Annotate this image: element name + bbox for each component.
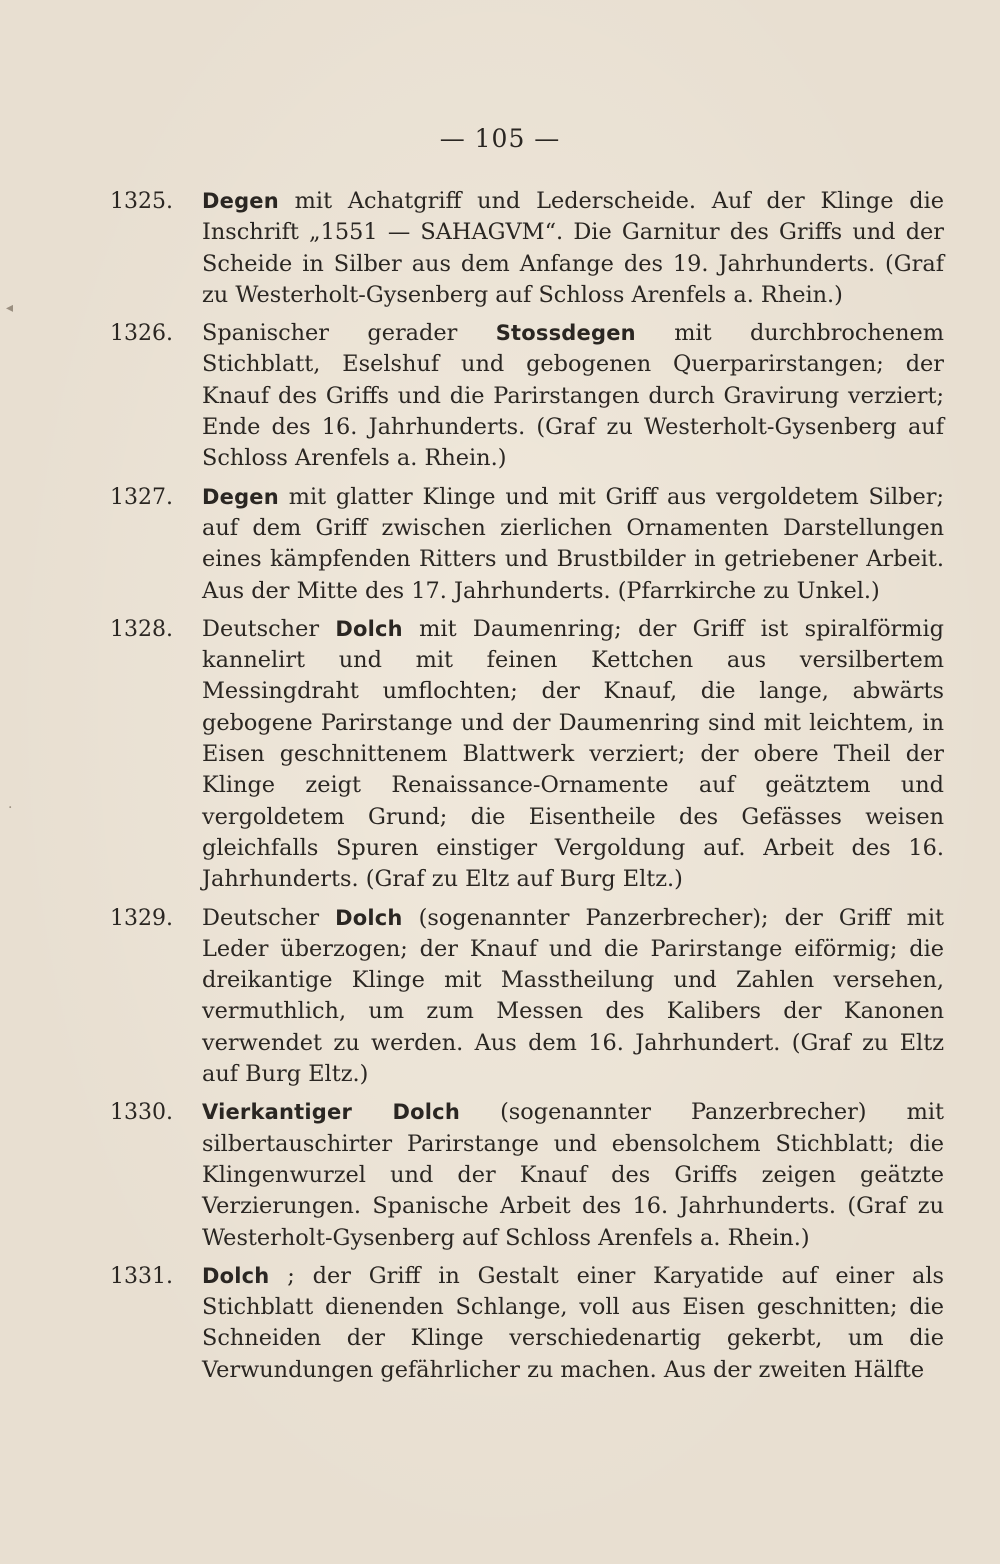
entry-number: 1331. [110, 1263, 173, 1289]
entry-text-before: Spanischer gerader [202, 320, 496, 347]
entry-heading: Degen [202, 484, 279, 509]
catalogue-entry [110, 903, 944, 1091]
entry-text-before: Deutscher [202, 904, 336, 931]
entry-number: 1328. [110, 616, 173, 642]
entry-heading: Vierkantiger Dolch [202, 1100, 460, 1125]
entry-text: mit durchbrochenem Stichblatt, Eselshuf und gebogenen Querparirstangen; der Knauf des Griffs und die Parirstangen durch Gravirung verziert; Ende des 16. Jahrhunderts. (Graf zu Westerholt-Gysenberg auf Schloss Arenfels a. Rhein.) [202, 320, 945, 472]
entry-text: (sogenannter Panzerbrecher); der Griff mit Leder überzogen; der Knauf und die Parirstange eiförmig; die dreikantige Klinge mit Masstheilung und Zahlen versehen, vermuthlich, um zum Messen des Kalibers der Kanonen verwendet zu werden. Aus dem 16. Jahrhundert. (Graf zu Eltz auf Burg Eltz.) [202, 904, 944, 1088]
entry-number: 1327. [110, 484, 173, 510]
entry-heading: Dolch [335, 616, 403, 641]
entry-number: 1325. [110, 189, 173, 214]
entry-heading: Degen [202, 189, 279, 213]
margin-mark-arrow: ◂ [6, 300, 14, 316]
entry-text: ; der Griff in Gestalt einer Karyatide auf einer als Stichblatt dienenden Schlange, voll aus Eisen geschnitten; die Schneiden der Klinge verschiedenartig gekerbt, um die Verwundungen gefährlicher zu machen. Aus der zweiten Hälfte [202, 1262, 944, 1383]
entry-heading: Dolch [335, 905, 403, 930]
entry-heading: Stossdegen [495, 321, 636, 346]
entry-number: 1326. [110, 321, 173, 347]
entry-text: mit Achatgriff und Lederscheide. Auf der Klinge die Inschrift „1551 — SAHAGVM“. Die Garnitur des Griffs und der Scheide in Silber aus dem Anfange des 19. Jahrhunderts. (Graf zu Westerholt-Gysenberg auf Schloss Arenfels a. Rhein.) [202, 188, 945, 308]
entry-number: 1330. [110, 1100, 173, 1126]
entry-number: 1329. [110, 905, 173, 931]
catalogue-entry [110, 614, 944, 896]
catalogue-entries [110, 186, 944, 1393]
catalogue-entry [110, 1097, 944, 1253]
entry-heading: Dolch [202, 1263, 270, 1288]
entry-text: mit Daumenring; der Griff ist spiralförmig kannelirt und mit feinen Kettchen aus versilbertem Messingdraht umflochten; der Knauf, die lange, abwärts gebogene Parirstange und der Daumenring sind mit leichtem, in Eisen geschnittenem Blattwerk verziert; der obere Theil der Klinge zeigt Renaissance-Ornamente auf geätztem und vergoldetem Grund; die Eisentheile des Gefässes weisen gleichfalls Spuren einstiger Vergoldung auf. Arbeit des 16. Jahrhunderts. (Graf zu Eltz auf Burg Eltz.) [202, 615, 944, 893]
catalogue-entry [110, 1261, 944, 1386]
entry-text: (sogenannter Panzerbrecher) mit silbertauschirter Parirstange und ebensolchem Stichblatt; die Klingenwurzel und der Knauf des Griffs zeigen geätzte Verzierungen. Spanische Arbeit des 16. Jahrhunderts. (Graf zu Westerholt-Gysenberg auf Schloss Arenfels a. Rhein.) [202, 1099, 944, 1251]
catalogue-entry [110, 318, 944, 474]
catalogue-entry [110, 482, 944, 607]
margin-mark-dot: · [8, 800, 13, 816]
entry-text-before: Deutscher [202, 615, 336, 642]
catalogue-entry [110, 186, 944, 311]
page-number: — 105 — [439, 124, 561, 153]
entry-text: mit glatter Klinge und mit Griff aus vergoldetem Silber; auf dem Griff zwischen zierlichen Ornamenten Darstellungen eines kämpfenden Ritters und Brustbilder in getriebener Arbeit. Aus der Mitte des 17. Jahrhunderts. (Pfarrkirche zu Unkel.) [202, 483, 944, 604]
